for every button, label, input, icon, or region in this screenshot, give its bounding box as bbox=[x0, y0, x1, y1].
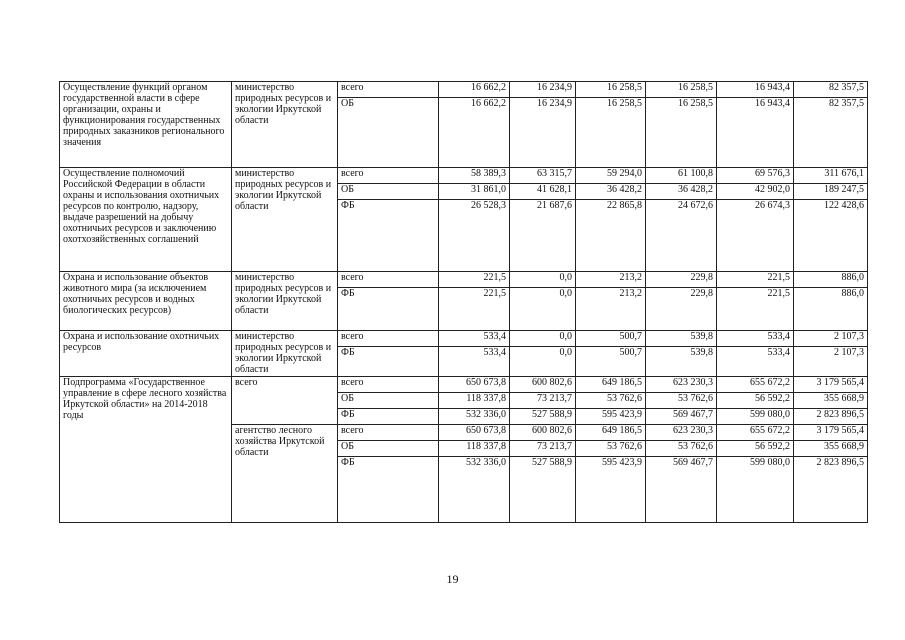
value-cell: 533,4 bbox=[439, 347, 510, 377]
total-value-cell: 3 179 565,4 bbox=[794, 425, 868, 441]
value-cell: 56 592,2 bbox=[717, 393, 794, 409]
value-cell: 53 762,6 bbox=[576, 393, 646, 409]
value-cell: 58 389,3 bbox=[439, 168, 510, 184]
total-value-cell: 82 357,5 bbox=[794, 82, 868, 98]
funding-source-cell: ОБ bbox=[338, 184, 439, 200]
value-cell: 73 213,7 bbox=[510, 441, 576, 457]
value-cell: 24 672,6 bbox=[646, 200, 717, 272]
executor-cell: агентство лесного хозяйства Иркутской области bbox=[232, 425, 338, 523]
table-row bbox=[60, 82, 868, 98]
value-cell: 533,4 bbox=[717, 347, 794, 377]
total-value-cell: 2 107,3 bbox=[794, 331, 868, 347]
value-cell: 500,7 bbox=[576, 347, 646, 377]
value-cell: 599 080,0 bbox=[717, 409, 794, 425]
value-cell: 650 673,8 bbox=[439, 377, 510, 393]
activity-name-cell: Охрана и использование объектов животного мира (за исключением охотничьих ресурсов и водных биологических ресурсов) bbox=[60, 272, 232, 331]
value-cell: 213,2 bbox=[576, 272, 646, 288]
value-cell: 26 674,3 bbox=[717, 200, 794, 272]
value-cell: 53 762,6 bbox=[646, 441, 717, 457]
value-cell: 655 672,2 bbox=[717, 377, 794, 393]
value-cell: 16 662,2 bbox=[439, 98, 510, 168]
value-cell: 221,5 bbox=[717, 272, 794, 288]
value-cell: 599 080,0 bbox=[717, 457, 794, 523]
value-cell: 16 258,5 bbox=[576, 82, 646, 98]
total-value-cell: 3 179 565,4 bbox=[794, 377, 868, 393]
value-cell: 221,5 bbox=[439, 272, 510, 288]
funding-source-cell: ОБ bbox=[338, 441, 439, 457]
value-cell: 16 258,5 bbox=[646, 82, 717, 98]
executor-cell: министерство природных ресурсов и экологии Иркутской области bbox=[232, 272, 338, 331]
table-row bbox=[60, 377, 868, 393]
value-cell: 221,5 bbox=[717, 288, 794, 331]
value-cell: 649 186,5 bbox=[576, 425, 646, 441]
table-body bbox=[60, 82, 868, 523]
funding-source-cell: ФБ bbox=[338, 347, 439, 377]
funding-source-cell: всего bbox=[338, 331, 439, 347]
total-value-cell: 82 357,5 bbox=[794, 98, 868, 168]
total-value-cell: 355 668,9 bbox=[794, 393, 868, 409]
value-cell: 532 336,0 bbox=[439, 457, 510, 523]
value-cell: 600 802,6 bbox=[510, 425, 576, 441]
funding-source-cell: ОБ bbox=[338, 98, 439, 168]
funding-source-cell: всего bbox=[338, 168, 439, 184]
funding-source-cell: ФБ bbox=[338, 288, 439, 331]
value-cell: 623 230,3 bbox=[646, 377, 717, 393]
activity-name-cell: Осуществление функций органом государственной власти в сфере организации, охраны и функционирования государственных природных заказников регионального значения bbox=[60, 82, 232, 168]
value-cell: 61 100,8 bbox=[646, 168, 717, 184]
executor-cell: всего bbox=[232, 377, 338, 425]
value-cell: 655 672,2 bbox=[717, 425, 794, 441]
value-cell: 53 762,6 bbox=[576, 441, 646, 457]
executor-cell: министерство природных ресурсов и экологии Иркутской области bbox=[232, 331, 338, 377]
value-cell: 36 428,2 bbox=[646, 184, 717, 200]
activity-name-cell: Осуществление полномочий Российской Федерации в области охраны и использования охотничьих ресурсов по контролю, надзору, выдаче разрешений на добычу охотничьих ресурсов и заключению охотхозяйственных соглашений bbox=[60, 168, 232, 272]
value-cell: 16 943,4 bbox=[717, 98, 794, 168]
value-cell: 16 234,9 bbox=[510, 98, 576, 168]
value-cell: 26 528,3 bbox=[439, 200, 510, 272]
value-cell: 539,8 bbox=[646, 347, 717, 377]
funding-source-cell: всего bbox=[338, 82, 439, 98]
value-cell: 623 230,3 bbox=[646, 425, 717, 441]
value-cell: 42 902,0 bbox=[717, 184, 794, 200]
value-cell: 0,0 bbox=[510, 331, 576, 347]
value-cell: 0,0 bbox=[510, 347, 576, 377]
total-value-cell: 355 668,9 bbox=[794, 441, 868, 457]
value-cell: 595 423,9 bbox=[576, 409, 646, 425]
funding-source-cell: ФБ bbox=[338, 457, 439, 523]
value-cell: 69 576,3 bbox=[717, 168, 794, 184]
value-cell: 229,8 bbox=[646, 272, 717, 288]
value-cell: 59 294,0 bbox=[576, 168, 646, 184]
value-cell: 16 258,5 bbox=[576, 98, 646, 168]
value-cell: 22 865,8 bbox=[576, 200, 646, 272]
value-cell: 63 315,7 bbox=[510, 168, 576, 184]
value-cell: 569 467,7 bbox=[646, 409, 717, 425]
total-value-cell: 2 823 896,5 bbox=[794, 409, 868, 425]
funding-source-cell: всего bbox=[338, 272, 439, 288]
value-cell: 533,4 bbox=[717, 331, 794, 347]
value-cell: 569 467,7 bbox=[646, 457, 717, 523]
table-row bbox=[60, 272, 868, 288]
value-cell: 229,8 bbox=[646, 288, 717, 331]
total-value-cell: 122 428,6 bbox=[794, 200, 868, 272]
value-cell: 539,8 bbox=[646, 331, 717, 347]
value-cell: 31 861,0 bbox=[439, 184, 510, 200]
value-cell: 527 588,9 bbox=[510, 409, 576, 425]
value-cell: 221,5 bbox=[439, 288, 510, 331]
value-cell: 73 213,7 bbox=[510, 393, 576, 409]
total-value-cell: 311 676,1 bbox=[794, 168, 868, 184]
value-cell: 650 673,8 bbox=[439, 425, 510, 441]
value-cell: 118 337,8 bbox=[439, 441, 510, 457]
value-cell: 36 428,2 bbox=[576, 184, 646, 200]
value-cell: 649 186,5 bbox=[576, 377, 646, 393]
funding-source-cell: ФБ bbox=[338, 200, 439, 272]
page-number: 19 bbox=[446, 572, 459, 586]
total-value-cell: 886,0 bbox=[794, 288, 868, 331]
value-cell: 41 628,1 bbox=[510, 184, 576, 200]
funding-source-cell: всего bbox=[338, 377, 439, 393]
value-cell: 595 423,9 bbox=[576, 457, 646, 523]
table-row bbox=[60, 331, 868, 347]
value-cell: 527 588,9 bbox=[510, 457, 576, 523]
value-cell: 16 662,2 bbox=[439, 82, 510, 98]
funding-source-cell: ОБ bbox=[338, 393, 439, 409]
value-cell: 0,0 bbox=[510, 288, 576, 331]
value-cell: 16 258,5 bbox=[646, 98, 717, 168]
value-cell: 53 762,6 bbox=[646, 393, 717, 409]
value-cell: 600 802,6 bbox=[510, 377, 576, 393]
activity-name-cell: Подпрограмма «Государственное управление в сфере лесного хозяйства Иркутской области» на 2014-2018 годы bbox=[60, 377, 232, 523]
activity-name-cell: Охрана и использование охотничьих ресурсов bbox=[60, 331, 232, 377]
funding-source-cell: всего bbox=[338, 425, 439, 441]
value-cell: 16 943,4 bbox=[717, 82, 794, 98]
value-cell: 213,2 bbox=[576, 288, 646, 331]
total-value-cell: 2 107,3 bbox=[794, 347, 868, 377]
value-cell: 532 336,0 bbox=[439, 409, 510, 425]
total-value-cell: 886,0 bbox=[794, 272, 868, 288]
value-cell: 0,0 bbox=[510, 272, 576, 288]
table-row bbox=[60, 168, 868, 184]
budget-table bbox=[59, 81, 868, 523]
value-cell: 118 337,8 bbox=[439, 393, 510, 409]
value-cell: 21 687,6 bbox=[510, 200, 576, 272]
total-value-cell: 189 247,5 bbox=[794, 184, 868, 200]
executor-cell: министерство природных ресурсов и экологии Иркутской области bbox=[232, 82, 338, 168]
value-cell: 16 234,9 bbox=[510, 82, 576, 98]
value-cell: 56 592,2 bbox=[717, 441, 794, 457]
total-value-cell: 2 823 896,5 bbox=[794, 457, 868, 523]
funding-source-cell: ФБ bbox=[338, 409, 439, 425]
value-cell: 500,7 bbox=[576, 331, 646, 347]
executor-cell: министерство природных ресурсов и экологии Иркутской области bbox=[232, 168, 338, 272]
value-cell: 533,4 bbox=[439, 331, 510, 347]
